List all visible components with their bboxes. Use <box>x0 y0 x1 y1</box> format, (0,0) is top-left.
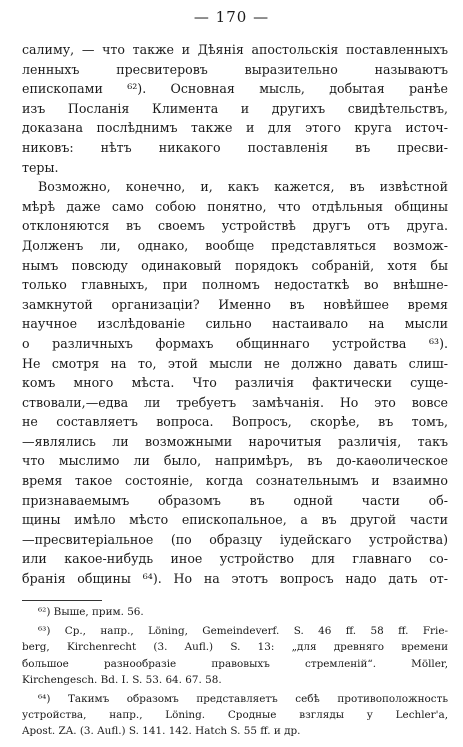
footnote-line: ⁶⁴) Такимъ образомъ представляетъ себѣ противоположность <box>38 692 448 705</box>
body-line: не составляетъ вопроса. Вопросъ, скорѣе, въ томъ, <box>22 414 448 430</box>
footnote-line: большое разнообразіе правовыхъ стремленій“. Möller, <box>22 657 448 670</box>
body-text <box>22 40 448 589</box>
body-line: доказана послѣднимъ также и для этого круга источ- <box>22 120 448 136</box>
body-line: епископами ⁶²). Основная мысль, добытая ранѣе <box>22 81 448 97</box>
body-line: —являлись ли возможными нарочитыя различія, такъ <box>22 433 448 449</box>
body-line: никовъ: нѣтъ никакого поставленія въ пресви- <box>22 139 448 155</box>
body-line: время такое состояніе, когда сознательнымъ и взаимно <box>22 473 448 489</box>
body-line: что мыслимо ли было, напримѣръ, въ до-каѳолическое <box>22 453 448 469</box>
body-line: Возможно, конечно, и, какъ кажется, въ извѣстной <box>38 179 448 195</box>
body-line: или какое-нибудь иное устройство для главнаго со- <box>22 551 448 567</box>
footnote-line: Kirchengesch. Bd. I. S. 53. 64. 67. 58. <box>22 673 222 686</box>
footnote-line: berg, Kirchenrecht (3. Aufl.) S. 13: „для древняго времени <box>22 641 448 654</box>
body-line: бранія общины ⁶⁴). Но на этотъ вопросъ надо дать от- <box>22 571 448 587</box>
body-line: мѣрѣ даже само собою понятно, что отдѣльныя общины <box>22 198 448 214</box>
body-line: ствовали,—едва ли требуетъ замѣчанія. Но это вовсе <box>22 394 448 410</box>
body-line: только главныхъ, при полномъ недостаткѣ во внѣшне- <box>22 277 448 293</box>
body-line: комъ много мѣста. Что различія фактически суще- <box>22 375 448 391</box>
footnotes <box>22 604 448 740</box>
body-line: изъ Посланія Климента и другихъ свидѣтельствъ, <box>22 100 448 116</box>
footnote-line: ⁶²) Выше, прим. 56. <box>38 606 144 618</box>
body-line: теры. <box>22 159 59 175</box>
footnote-line: ⁶³) Ср., напр., Löning, Gemeindeverf. S. 46 ff. 58 ff. Frie- <box>38 625 448 638</box>
footnote-divider <box>22 600 102 601</box>
body-line: замкнутой организаціи? Именно въ новѣйшее время <box>22 296 448 312</box>
footnote <box>22 623 448 688</box>
footnote <box>22 604 448 620</box>
body-line: Долженъ ли, однако, вообще представляться возмож- <box>22 237 448 253</box>
body-line: ленныхъ пресвитеровъ выразительно называютъ <box>22 61 448 77</box>
body-line: научное изслѣдованіе сильно настаивало на мысли <box>22 316 448 332</box>
body-line: о различныхъ формахъ общиннаго устройства ⁶³). <box>22 335 448 351</box>
body-line: щины имѣло мѣсто епископальное, а въ другой части <box>22 512 448 528</box>
body-line: Не смотря на то, этой мысли не должно давать слиш- <box>22 355 448 371</box>
footnote-line: устройства, напр., Löning. Сродные взгляды у Lechler'a, <box>22 709 448 722</box>
page-number: — 170 — <box>193 8 270 26</box>
body-line: —пресвитеріальное (по образцу іудейскаго устройства) <box>22 531 448 547</box>
body-line: нымъ повсюду одинаковый порядокъ собраній, хотя бы <box>22 257 448 273</box>
footnote <box>22 691 448 740</box>
body-line: отклоняются въ своемъ устройствѣ другъ отъ друга. <box>22 218 448 234</box>
footnote-line: Apost. ZA. (3. Aufl.) S. 141. 142. Hatch S. 55 ff. и др. <box>22 725 301 738</box>
body-line: признаваемымъ образомъ въ одной части об- <box>22 492 448 508</box>
body-line: салиму, — что также и Дѣянія апостольскія поставленныхъ <box>22 42 448 57</box>
